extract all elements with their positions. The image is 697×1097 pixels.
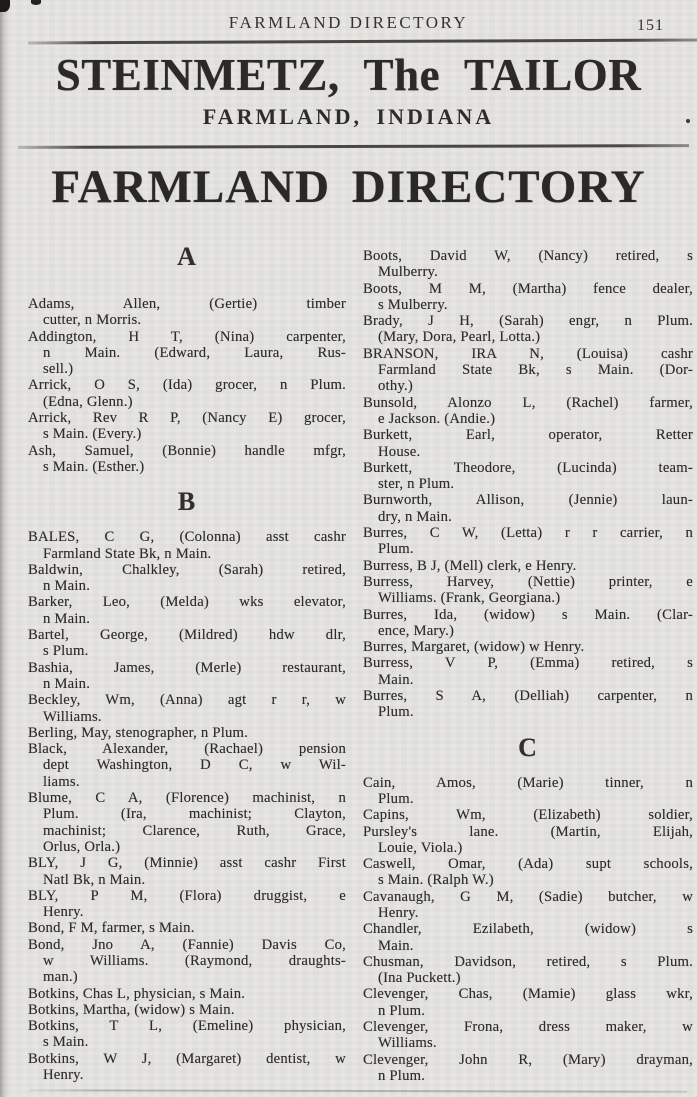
entry-line: Adams, Allen, (Gertie) timber <box>28 296 346 312</box>
entry-line: Louie, Viola.) <box>378 839 463 856</box>
entry-line: Plum. (Ira, machinist; Clayton, <box>43 806 346 823</box>
entry-line: Addington, H T, (Nina) carpenter, <box>28 328 346 345</box>
entry-line: (Mary, Dora, Pearl, Lotta.) <box>378 329 541 346</box>
directory-entry <box>363 427 693 460</box>
bottom-rule <box>30 1089 687 1092</box>
entry-line: liams. <box>43 773 80 790</box>
entry-line: Main. <box>378 671 414 688</box>
entry-line: ster, n Plum. <box>378 476 455 493</box>
directory-entry <box>28 888 346 921</box>
entry-line: Botkins, W J, (Margaret) dentist, w <box>28 1050 346 1067</box>
directory-entry <box>28 627 346 660</box>
running-header: FARMLAND DIRECTORY <box>228 13 469 32</box>
directory-entry <box>363 954 693 987</box>
entry-line: Barker, Leo, (Melda) wks elevator, <box>28 594 346 611</box>
entry-line: man.) <box>43 969 78 986</box>
page-title: FARMLAND DIRECTORY <box>51 161 646 213</box>
directory-entry <box>28 296 346 329</box>
entry-line: Burres, Ida, (widow) s Main. (Clar- <box>363 606 693 623</box>
entry-line: Pursley's lane. (Martin, Elijah, <box>363 823 693 840</box>
directory-entry <box>363 775 693 808</box>
entry-line: Brady, J H, (Sarah) engr, n Plum. <box>363 313 693 330</box>
entry-line: Capins, Wm, (Elizabeth) soldier, <box>363 807 693 824</box>
entry-line: w Williams. (Raymond, draughts- <box>43 952 346 969</box>
entry-line: Plum. <box>378 790 414 807</box>
entry-line: Blume, C A, (Florence) machinist, n <box>28 790 346 807</box>
directory-entry <box>28 1051 346 1084</box>
entry-line: Caswell, Omar, (Ada) supt schools, <box>363 856 693 873</box>
entry-line: BLY, J G, (Minnie) asst cashr First <box>28 855 346 872</box>
entry-line: Chandler, Ezilabeth, (widow) s <box>363 921 693 938</box>
entry-line: Ash, Samuel, (Bonnie) handle mfgr, <box>28 442 346 459</box>
directory-entry <box>363 525 693 558</box>
directory-entry <box>363 281 693 314</box>
directory-entry <box>363 558 693 574</box>
section-header-b: B <box>177 487 197 517</box>
directory-entry <box>28 1002 346 1018</box>
entry-line: Botkins, Chas L, physician, s Main. <box>28 985 246 1002</box>
entry-line: Cain, Amos, (Marie) tinner, n <box>363 774 693 791</box>
entry-line: s Main. (Esther.) <box>43 458 145 475</box>
directory-entry <box>363 655 693 688</box>
directory-entry <box>28 855 346 888</box>
directory-entry <box>363 460 693 493</box>
directory-entry <box>28 790 346 855</box>
entry-line: Cavanaugh, G M, (Sadie) butcher, w <box>363 888 693 905</box>
entry-line: s Mulberry. <box>378 296 448 313</box>
directory-entry <box>363 313 693 346</box>
entry-line: Farmland State Bk, n Main. <box>43 545 212 562</box>
directory-entry <box>363 889 693 922</box>
entry-line: n Plum. <box>378 1002 426 1019</box>
directory-entry <box>28 443 346 476</box>
directory-entry <box>28 1018 346 1051</box>
entry-line: n Main. <box>43 578 91 595</box>
directory-entry <box>363 824 693 857</box>
directory-entry <box>28 329 346 378</box>
directory-entry <box>28 725 346 741</box>
directory-entry <box>363 346 693 395</box>
ad-subtitle: FARMLAND, INDIANA <box>202 104 495 129</box>
entry-line: Bunsold, Alonzo L, (Rachel) farmer, <box>363 394 693 411</box>
entry-line: Burkett, Theodore, (Lucinda) team- <box>363 459 693 476</box>
ad-title: STEINMETZ, The TAILOR <box>55 50 642 100</box>
directory-entry <box>28 692 346 725</box>
entry-line: Beckley, Wm, (Anna) agt r r, w <box>28 692 346 709</box>
entry-line: Burres, Margaret, (widow) w Henry. <box>363 639 585 656</box>
section-header-a: A <box>177 242 197 271</box>
entry-line: Burkett, Earl, operator, Retter <box>363 427 693 444</box>
entry-line: Botkins, Martha, (widow) s Main. <box>28 1001 235 1018</box>
entry-line: machinist; Clarence, Ruth, Grace, <box>43 822 346 839</box>
entry-line: e Jackson. (Andie.) <box>378 410 496 427</box>
entry-line: s Main. (Ralph W.) <box>378 872 494 889</box>
entry-line: Arrick, Rev R P, (Nancy E) grocer, <box>28 410 346 427</box>
entry-line: s Plum. <box>43 643 89 660</box>
entry-line: Boots, M M, (Martha) fence dealer, <box>363 280 693 297</box>
entry-line: Burress, V P, (Emma) retired, s <box>363 655 693 672</box>
entry-line: Henry. <box>43 1067 84 1084</box>
directory-entry <box>28 594 346 627</box>
entry-line: Farmland State Bk, s Main. (Dor- <box>378 362 693 379</box>
entry-line: sell.) <box>43 361 74 378</box>
entry-line: Plum. <box>378 541 414 558</box>
scan-smudge-mark <box>31 0 41 5</box>
entry-line: Clevenger, John R, (Mary) drayman, <box>363 1051 693 1068</box>
entry-line: Burres, S A, (Delliah) carpenter, n <box>363 688 693 705</box>
entry-line: BLY, P M, (Flora) druggist, e <box>28 887 346 904</box>
directory-entry <box>363 607 693 640</box>
entry-line: n Main. <box>43 675 91 692</box>
directory-entry <box>363 1052 693 1085</box>
entry-line: BRANSON, IRA N, (Louisa) cashr <box>363 345 693 362</box>
entry-line: Williams. <box>43 708 102 725</box>
entry-line: Williams. <box>378 1035 437 1052</box>
entry-line: Boots, David W, (Nancy) retired, s <box>363 248 693 264</box>
left-column <box>28 240 346 1084</box>
entry-line: dry, n Main. <box>378 508 453 525</box>
directory-entry <box>363 856 693 889</box>
entry-line: Chusman, Davidson, retired, s Plum. <box>363 953 693 970</box>
entry-line: Botkins, T L, (Emeline) physician, <box>28 1018 346 1035</box>
right-column <box>363 240 693 1084</box>
entry-line: (Ina Puckett.) <box>378 970 461 987</box>
directory-columns <box>28 240 693 1084</box>
directory-entry <box>28 741 346 790</box>
entry-line: Clevenger, Chas, (Mamie) glass wkr, <box>363 986 693 1003</box>
entry-line: Plum. <box>378 704 414 721</box>
directory-entry <box>363 574 693 607</box>
entry-line: Burress, B J, (Mell) clerk, e Henry. <box>363 557 577 574</box>
section-header-c: C <box>518 732 538 762</box>
entry-line: House. <box>378 443 421 460</box>
ad-rule <box>18 144 689 148</box>
directory-entry <box>28 410 346 443</box>
entry-line: BALES, C G, (Colonna) asst cashr <box>28 529 346 546</box>
entry-line: Main. <box>378 937 414 954</box>
entry-line: Mulberry. <box>378 264 438 281</box>
entry-line: Black, Alexander, (Rachael) pension <box>28 741 346 758</box>
header-rule <box>28 39 697 45</box>
entry-line: Henry. <box>378 904 419 921</box>
entry-line: Bartel, George, (Mildred) hdw dlr, <box>28 627 346 644</box>
entry-line: Baldwin, Chalkley, (Sarah) retired, <box>28 561 346 578</box>
directory-entry <box>363 248 693 281</box>
ad-banner <box>0 49 697 130</box>
entry-line: Clevenger, Frona, dress maker, w <box>363 1019 693 1036</box>
directory-entry <box>363 639 693 655</box>
entry-line: Henry. <box>43 904 84 921</box>
directory-entry <box>28 660 346 693</box>
directory-entry <box>363 395 693 428</box>
entry-line: Orlus, Orla.) <box>43 838 121 855</box>
entry-line: Bond, F M, farmer, s Main. <box>28 920 195 937</box>
directory-entry <box>363 807 693 823</box>
directory-entry <box>28 529 346 562</box>
page-number: 151 <box>637 17 664 34</box>
entry-line: othy.) <box>378 378 413 395</box>
directory-entry <box>363 492 693 525</box>
directory-entry <box>363 986 693 1019</box>
directory-entry <box>363 1019 693 1052</box>
entry-line: Arrick, O S, (Ida) grocer, n Plum. <box>28 377 346 394</box>
entry-line: Burres, C W, (Letta) r r carrier, n <box>363 525 693 542</box>
entry-line: ence, Mary.) <box>378 622 455 639</box>
entry-line: Bashia, James, (Merle) restaurant, <box>28 659 346 676</box>
entry-line: dept Washington, D C, w Wil- <box>43 757 346 774</box>
entry-line: (Edna, Glenn.) <box>43 393 133 410</box>
entry-line: Burnworth, Allison, (Jennie) laun- <box>363 492 693 509</box>
directory-entry <box>28 562 346 595</box>
directory-entry <box>363 921 693 954</box>
entry-line: n Main. (Edward, Laura, Rus- <box>43 344 346 361</box>
entry-line: Williams. (Frank, Georgiana.) <box>378 590 561 607</box>
directory-entry <box>28 986 346 1002</box>
directory-entry <box>28 937 346 986</box>
directory-entry <box>28 920 346 936</box>
directory-entry <box>28 377 346 410</box>
entry-line: n Main. <box>43 610 91 627</box>
entry-line: Natl Bk, n Main. <box>43 871 146 888</box>
entry-line: n Plum. <box>378 1067 426 1084</box>
entry-line: Berling, May, stenographer, n Plum. <box>28 724 249 741</box>
entry-line: cutter, n Morris. <box>43 312 142 329</box>
entry-line: s Main. <box>43 1034 89 1051</box>
entry-line: Burress, Harvey, (Nettie) printer, e <box>363 573 693 590</box>
entry-line: s Main. (Every.) <box>43 426 142 443</box>
directory-entry <box>363 688 693 721</box>
entry-line: Bond, Jno A, (Fannie) Davis Co, <box>28 936 346 953</box>
